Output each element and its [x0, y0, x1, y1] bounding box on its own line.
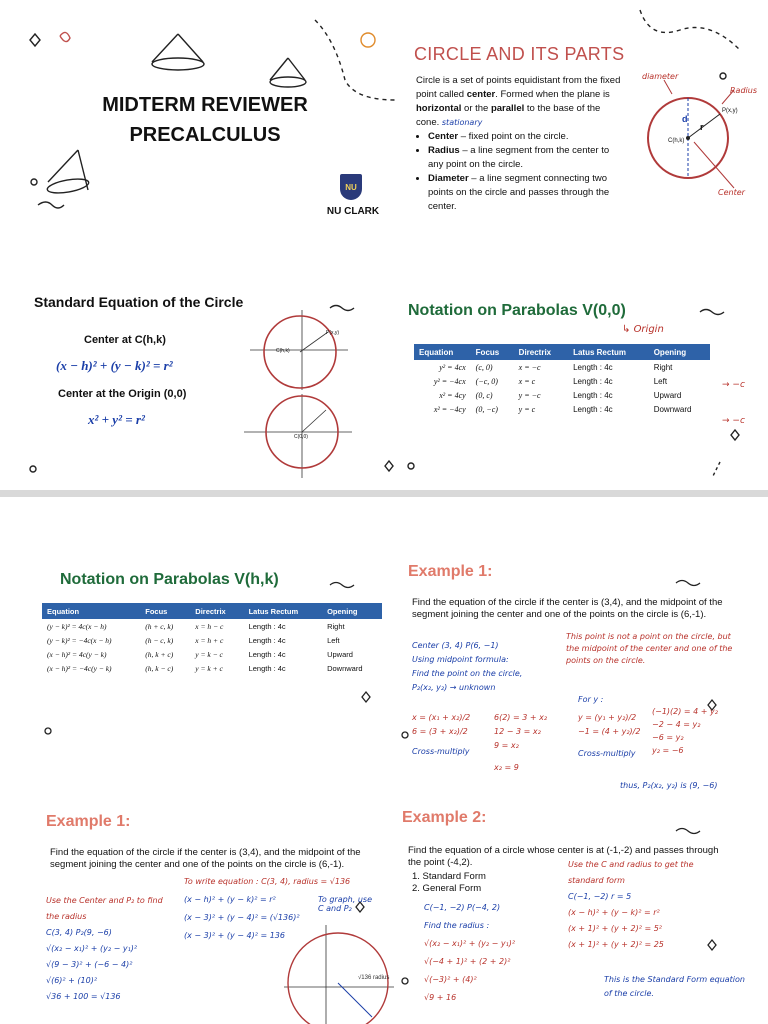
hand-line: (x − h)² + (y − k)² = r² — [568, 908, 660, 917]
hand-line: (x − 3)² + (y − 4)² = 136 — [184, 931, 285, 940]
hand-line: x₂ = 9 — [494, 763, 519, 772]
col-latus-rectum: Latus Rectum — [568, 344, 649, 360]
parabola-origin-title: Notation on Parabolas V(0,0) — [408, 302, 626, 319]
label-point: P(x,y) — [722, 108, 738, 114]
hand-line: C(3, 4) P₂(9, −6) — [46, 928, 112, 937]
cell: x² = −4cy — [433, 404, 466, 414]
cell: Length : 4c — [573, 390, 613, 400]
cell: Length : 4c — [573, 362, 613, 372]
cell: Upward — [327, 649, 353, 659]
cell: y² = 4cx — [439, 362, 466, 372]
example1-note: This point is not a point on the circle, but the midpoint of the center and one of the points on the circle. — [566, 632, 733, 665]
cell: x² = 4cy — [439, 390, 466, 400]
cell: (h + c, k) — [145, 621, 174, 631]
circle-parts-title: CIRCLE AND ITS PARTS — [414, 44, 625, 64]
bullet-radius — [428, 144, 624, 172]
hand-line: −2 − 4 = y₂ — [652, 720, 701, 729]
hand-line: For y : — [578, 695, 604, 704]
hand-line: y = (y₁ + y₂)/2 — [578, 713, 637, 722]
hand-line: 6 = (3 + x₂)/2 — [412, 727, 468, 736]
cell: (0, c) — [475, 390, 493, 400]
col-equation: Equation — [414, 344, 471, 360]
cell: (h, k + c) — [145, 649, 174, 659]
example2-title: Example 2: — [402, 809, 487, 826]
table-row — [414, 360, 710, 374]
example1-work-right-b — [652, 705, 718, 757]
logo-text: NU — [345, 182, 357, 192]
center-origin-label: Center at the Origin (0,0) — [58, 388, 187, 400]
standard-eq-title: Standard Equation of the Circle — [34, 294, 244, 310]
label-r: r — [700, 122, 704, 132]
intro-bold-center: center — [466, 89, 496, 100]
hand-line: C(−1, −2) r = 5 — [568, 892, 632, 901]
cell: (h − c, k) — [145, 635, 174, 645]
side-note-left: → −c — [722, 380, 745, 390]
fig1-point-label: P(x,y) — [326, 330, 340, 336]
cell: Left — [653, 376, 668, 386]
intro-text-a: Circle is a set of points equidistant from the fixed point called — [416, 75, 621, 100]
cell: Upward — [653, 390, 682, 400]
cell: x = −c — [518, 362, 541, 372]
col-latus-rectum: Latus Rectum — [244, 603, 323, 619]
slide-1 — [0, 0, 768, 490]
cell: y = k + c — [195, 663, 223, 673]
cell: (x − h)² = 4c(y − k) — [47, 649, 107, 659]
hand-line: √(9 − 3)² + (−6 − 4)² — [46, 960, 133, 969]
label-d: d — [682, 114, 688, 124]
cell: Right — [327, 621, 345, 631]
example2-items — [412, 871, 486, 895]
cell: (h, k − c) — [145, 663, 174, 673]
example1-bottom-title: Example 1: — [46, 813, 131, 830]
hand-line: √(x₂ − x₁)² + (y₂ − y₁)² — [424, 939, 516, 948]
table-row — [42, 647, 382, 661]
table-header-row — [42, 603, 382, 619]
hand-line: −1 = (4 + y₂)/2 — [578, 727, 641, 736]
parabola-hk-table — [42, 603, 382, 675]
parabola-hk-title: Notation on Parabolas V(h,k) — [60, 571, 279, 588]
cell: Length : 4c — [248, 663, 286, 673]
cell: (0, −c) — [475, 404, 498, 414]
cell: y = c — [518, 404, 536, 414]
cell: x = h + c — [195, 635, 224, 645]
hand-line: (x − 3)² + (y − 4)² = (√136)² — [184, 913, 300, 922]
bullet-text: – a line segment connecting two points on the circle and passes through the center. — [428, 173, 610, 212]
cell: Downward — [653, 404, 692, 414]
table-row — [414, 402, 710, 416]
cell: Length : 4c — [248, 621, 286, 631]
example1-radius-work — [46, 893, 176, 1005]
hand-line: C(−1, −2) P(−4, 2) — [424, 903, 501, 912]
example1-top-title: Example 1: — [408, 563, 493, 580]
intro-bold-horizontal: horizontal — [416, 103, 462, 114]
hand-line: x = (x₁ + x₂)/2 — [412, 713, 471, 722]
slide-2 — [0, 497, 768, 1024]
bullet-center — [428, 130, 624, 144]
hand-line: P₂(x₂, y₂) → unknown — [412, 683, 496, 692]
cell: y² = −4cx — [433, 376, 466, 386]
label-diameter: diameter — [642, 72, 679, 81]
intro-text-b: . Formed when the plane is — [495, 89, 610, 100]
intro-text-d: to the base of the cone. — [416, 103, 601, 128]
table-row — [42, 619, 382, 633]
graph-note: To graph, use C and P₂ — [318, 895, 372, 913]
example2-work-right — [568, 857, 728, 953]
hand-line: √(−3)² + (4)² — [424, 975, 477, 984]
hand-line: Using midpoint formula: — [412, 655, 509, 664]
hand-line: Use the Center and P₂ to find the radius — [46, 896, 163, 921]
bullet-diameter — [428, 172, 624, 214]
cell: x = c — [518, 376, 536, 386]
hand-line: Cross-multiply — [412, 747, 470, 756]
school-name: NU CLARK — [326, 206, 380, 217]
col-opening: Opening — [649, 344, 710, 360]
title-line-2: PRECALCULUS — [129, 124, 281, 146]
list-item: 1. Standard Form — [412, 871, 486, 882]
cell: (−c, 0) — [475, 376, 498, 386]
label-chk: C(h,k) — [668, 138, 685, 144]
table-row — [42, 661, 382, 675]
hand-line: (−1)(2) = 4 + y₂ — [652, 707, 718, 716]
example1-bottom-problem: Find the equation of the circle if the center is (3,4), and the midpoint of the segment joining the center and one of the points on the circle is (6,-1). — [50, 847, 361, 870]
hand-line: √(x₂ − x₁)² + (y₂ − y₁)² — [46, 944, 138, 953]
hand-line: √36 + 100 = √136 — [46, 992, 121, 1001]
table-row — [414, 388, 710, 402]
hand-line: (x − h)² + (y − k)² = r² — [184, 895, 276, 904]
radius-label: √136 radius — [358, 975, 390, 981]
intro-bold-parallel: parallel — [490, 103, 525, 114]
cell: x = h − c — [195, 621, 224, 631]
hand-line: Cross-multiply — [578, 749, 636, 758]
table-row — [414, 374, 710, 388]
bullet-text: – a line segment from the center to any point on the circle. — [428, 145, 610, 170]
origin-equation: x² + y² = r² — [88, 412, 145, 427]
circle-parts-list — [416, 130, 624, 214]
col-directrix: Directrix — [514, 344, 568, 360]
bullet-term: Diameter — [428, 173, 469, 184]
example1-result: thus, P₂(x₂, y₂) is (9, −6) — [620, 781, 718, 790]
cell: Left — [327, 635, 340, 645]
hand-line: 9 = x₂ — [494, 741, 519, 750]
parabola-origin-table — [414, 344, 710, 416]
center-hk-label: Center at C(h,k) — [84, 334, 166, 346]
fig2-center-label: C(0,0) — [294, 434, 308, 440]
origin-note-text: Origin — [633, 324, 664, 335]
example2-problem: Find the equation of a circle whose center is at (-1,-2) and passes through the point (-4,2). — [408, 845, 719, 868]
cell: y = k − c — [195, 649, 223, 659]
table-row — [42, 633, 382, 647]
origin-note: ↳ Origin — [622, 324, 664, 335]
example2-work-left — [424, 899, 544, 1007]
hand-line: y₂ = −6 — [652, 746, 684, 755]
col-focus: Focus — [140, 603, 190, 619]
hand-line: 6(2) = 3 + x₂ — [494, 713, 548, 722]
title-line-1: MIDTERM REVIEWER — [102, 94, 308, 116]
cell: y = −c — [518, 390, 541, 400]
cell: Length : 4c — [573, 376, 613, 386]
label-radius: Radius — [730, 86, 757, 95]
hand-line: (x + 1)² + (y + 2)² = 5² — [568, 924, 662, 933]
cell: Downward — [327, 663, 363, 673]
hand-line: Center (3, 4) P(6, −1) — [412, 641, 499, 650]
example1-top-problem: Find the equation of the circle if the center is (3,4), and the midpoint of the segment joining the center and one of the points on the circle is (6,-1). — [412, 597, 723, 620]
col-equation: Equation — [42, 603, 140, 619]
bullet-term: Radius — [428, 145, 460, 156]
hand-line: −6 = y₂ — [652, 733, 684, 742]
hand-line: To write equation : C(3, 4), radius = √136 — [184, 877, 351, 886]
hand-line: 12 − 3 = x₂ — [494, 727, 541, 736]
fig1-center-label: C(h,k) — [276, 348, 290, 354]
cell: (x − h)² = −4c(y − k) — [47, 663, 112, 673]
cell: Right — [653, 362, 673, 372]
col-opening: Opening — [322, 603, 382, 619]
table-header-row — [414, 344, 710, 360]
hand-line: Find the point on the circle, — [412, 669, 523, 678]
col-directrix: Directrix — [190, 603, 243, 619]
example1-work-mid — [494, 711, 574, 775]
label-center: Center — [718, 188, 745, 197]
bullet-term: Center — [428, 131, 459, 142]
hand-line: √(−4 + 1)² + (2 + 2)² — [424, 957, 511, 966]
stationary-note: stationary — [441, 118, 483, 127]
hand-line: √(6)² + (10)² — [46, 976, 98, 985]
hand-line: Use the C and radius to get the standard form — [568, 860, 694, 885]
intro-text-c: or the — [461, 103, 491, 114]
cell: (y − k)² = −4c(x − h) — [47, 635, 112, 645]
cell: Length : 4c — [573, 404, 613, 414]
cell: Length : 4c — [248, 649, 286, 659]
example2-conclusion: This is the Standard Form equation of the circle. — [604, 975, 745, 998]
hand-line: (x + 1)² + (y + 2)² = 25 — [568, 940, 664, 949]
list-item: 2. General Form — [412, 883, 482, 894]
hand-line: Find the radius : — [424, 921, 490, 930]
school-logo — [340, 174, 362, 200]
cell: Length : 4c — [248, 635, 286, 645]
col-focus: Focus — [471, 344, 514, 360]
cell: (c, 0) — [475, 362, 493, 372]
standard-equation: (x − h)² + (y − k)² = r² — [56, 358, 173, 373]
bullet-text: – fixed point on the circle. — [458, 131, 569, 142]
slide-divider — [0, 490, 768, 497]
circle-definition — [416, 74, 624, 214]
example1-work-right-a — [578, 693, 640, 761]
side-note-downward: → −c — [722, 416, 745, 426]
cell: (y − k)² = 4c(x − h) — [47, 621, 107, 631]
hand-line: √9 + 16 — [424, 993, 457, 1002]
